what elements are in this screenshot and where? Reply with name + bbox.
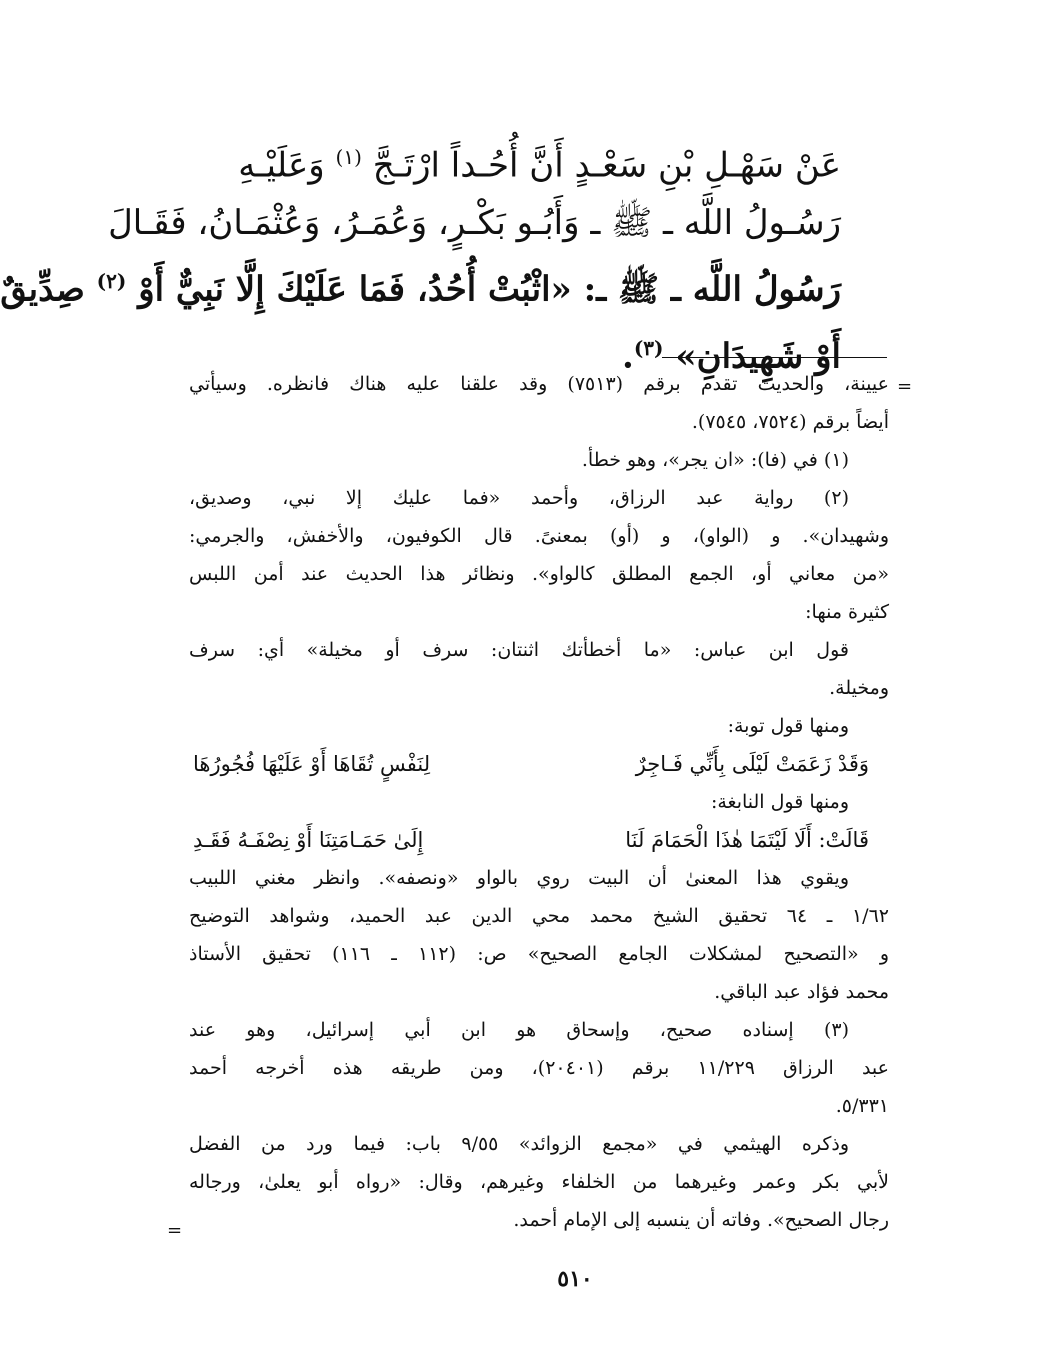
poem-verse-2-second-hemistich: إِلَىٰ حَمَـامَتِنَا أَوْ نِصْفَـهُ فَقَـدِ xyxy=(193,828,424,852)
footnote-marker-2[interactable]: (٢) xyxy=(96,269,127,294)
hadith-line-1 xyxy=(201,128,841,194)
footnotes xyxy=(189,365,889,1239)
footnote-line: ومخيلة. xyxy=(829,677,889,699)
poem-verse-1-first-hemistich: وَقَدْ زَعَمَتْ لَيْلَى بِأَنِّي فَـاجِرٌ xyxy=(635,752,869,776)
hadith-line-3-text: رَسُولُ اللَّه ـ ﷺ ـ: «اثْبُتْ أُحُدُ، فَمَا عَلَيْكَ إِلَّا نَبِيٌّ أَوْ xyxy=(138,269,841,310)
footnote-1: (١) في (فا): «ان يجر»، وهو خطأ. xyxy=(581,449,849,471)
footnote-line: عبد الرزاق ١١/٢٢٩ برقم (٢٠٤٠١)، ومن طريقه هذه أخرجه أحمد xyxy=(189,1057,890,1079)
page-number: ٥١٠ xyxy=(557,1266,593,1292)
footnote-line: ٥/٣٣١. xyxy=(835,1095,889,1117)
footnote-marker-1[interactable]: (١) xyxy=(335,145,362,169)
footnote-line: و «التصحيح لمشكلات الجامع الصحيح» ص: (١١٢ ـ ١١٦) تحقيق الأستاذ xyxy=(189,943,889,965)
hadith-line-1-text: عَنْ سَهْـلِ بْنِ سَعْـدٍ أَنَّ أُحُـداً ارْتَـجَّ xyxy=(372,145,841,186)
footnote-line: ومنها قول توبة: xyxy=(727,715,849,737)
poem-verse-2-first-hemistich: قَالَتْ: أَلَا لَيْتَمَا هٰذَا الْحَمَامَ لَنَا xyxy=(625,828,869,852)
continuation-mark-bottom: = xyxy=(167,1220,183,1241)
hadith-line-4: أَوْ شَهِيدَانِ» $^{(٣)}$. xyxy=(621,335,841,376)
poem-verse-2 xyxy=(189,821,889,859)
hadith-line-2: رَسُـولُ اللَّه ـ ﷺ ـ وَأَبُـو بَكْـرٍ، وَعُمَـرُ، وَعُثْمَـانُ، فَقَـالَ xyxy=(108,203,841,244)
hadith-line-3-tail: صِدِّيقٌ xyxy=(0,269,85,310)
hadith-line-4-text: أَوْ شَهِيدَانِ» xyxy=(675,335,841,376)
hadith-line-3 xyxy=(0,252,841,318)
footnote-line: وذكره الهيثمي في «مجمع الزوائد» ٩/٥٥ باب: فيما ورد من الفضل xyxy=(189,1133,849,1155)
footnote-line: كثيرة منها: xyxy=(805,601,889,623)
footnote-2: (٢) رواية عبد الرزاق، وأحمد «فما عليك إلا نبي، وصديق، xyxy=(189,487,849,509)
footnote-line: رجال الصحيح». وفاته أن ينسبه إلى الإمام أحمد. xyxy=(513,1209,889,1231)
poem-verse-1-second-hemistich: لِنَفْسٍ تُقَاهَا أَوْ عَلَيْهَا فُجُورُهَا xyxy=(193,752,431,776)
footnote-line: وشهيدان». و (الواو)، و (أو) بمعنىً. قال الكوفيون، والأخفش، والجرمي: xyxy=(189,525,889,547)
poem-verse-1 xyxy=(189,745,889,783)
footnote-line: لأبي بكر وعمر وغيرهما من الخلفاء وغيرهم، وقال: «رواه أبو يعلىٰ، ورجاله xyxy=(189,1171,889,1193)
footnote-line: «من معاني أو، الجمع المطلق كالواو». ونظائر هذا الحديث عند أمن اللبس xyxy=(189,563,889,585)
footnote-line: أيضاً برقم (٧٥٢٤، ٧٥٤٥). xyxy=(691,411,889,433)
footnote-line: ويقوي هذا المعنىٰ أن البيت روي بالواو «ونصفه». وانظر مغني اللبيب xyxy=(189,867,849,889)
footnote-line: محمد فؤاد عبد الباقي. xyxy=(714,981,889,1003)
footnote-line: عيينة، والحديث تقدم برقم (٧٥١٣) وقد علقنا عليه هناك فانظره. وسيأتي xyxy=(189,373,889,395)
footnote-line: ومنها قول النابغة: xyxy=(710,791,849,813)
continuation-mark-top: = xyxy=(897,376,913,397)
footnote-3: (٣) إسناده صحيح، وإسحاق هو ابن أبي إسرائيل، وهو عند xyxy=(189,1019,849,1041)
hadith-line-1-tail: وَعَلَيْـهِ xyxy=(238,145,325,186)
footnote-line: قول ابن عباس: «ما أخطأتك اثنتان: سرف أو مخيلة» أي: سرف xyxy=(189,639,849,661)
footnote-separator xyxy=(662,357,887,358)
footnote-line: ١/٦٢ ـ ٦٤ تحقيق الشيخ محمد محي الدين عبد الحميد، وشواهد التوضيح xyxy=(189,905,889,927)
footnote-marker-3[interactable]: (٣) xyxy=(633,335,664,360)
